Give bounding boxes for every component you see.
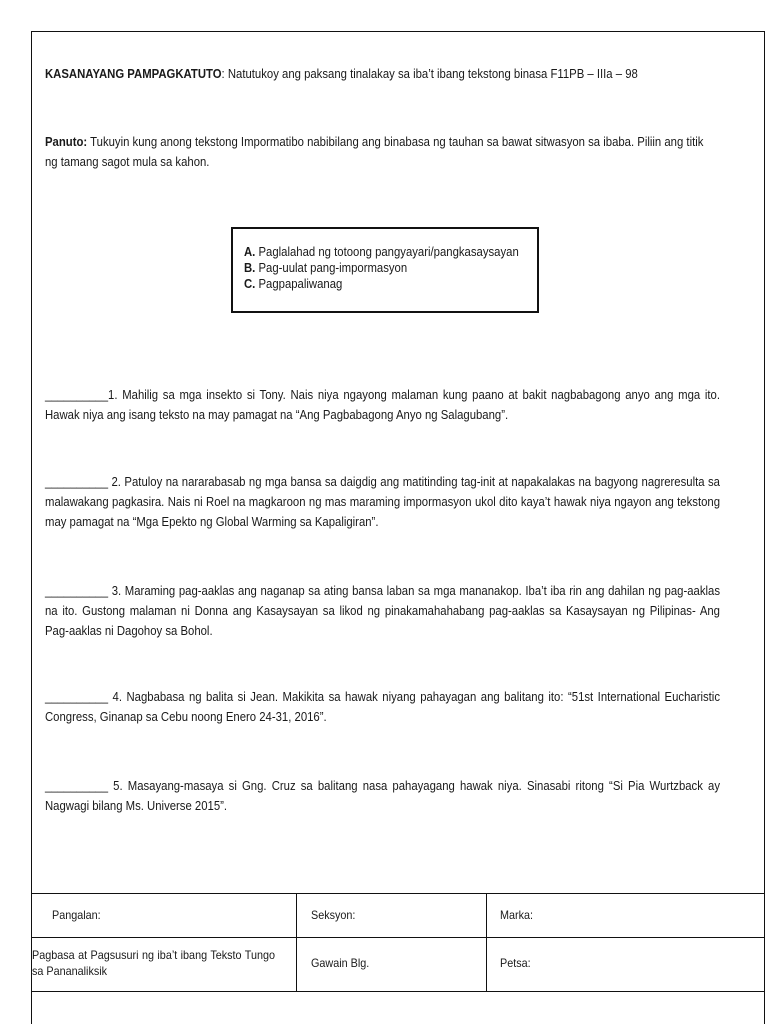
question-item-5: __________ 5. Masayang-masaya si Gng. Cruz sa balitang nasa pahayagang hawak niya. Sinasabi ritong “Si Pia Wurtzback ay Nagwagi bilang Ms. Universe 2015”. bbox=[45, 779, 720, 813]
choice-c bbox=[244, 276, 508, 292]
question-item-3: __________ 3. Maraming pag-aaklas ang naganap sa ating bansa laban sa mga mananakop. Iba’t iba rin ang dahilan ng pag-aaklas na ito. Gustong malaman ni Donna ang Kasaysayan sa likod ng pinakamahahabang pag-aaklas sa Kasaysayan ng Pilipinas- Ang Pag-aaklas ni Dagohoy sa Bohol. bbox=[45, 584, 720, 638]
section-field-label: Seksyon: bbox=[311, 908, 356, 922]
learning-competency bbox=[45, 64, 729, 84]
choice-text: Paglalahad ng totoong pangyayari/pangkasaysayan bbox=[255, 245, 519, 259]
choice-letter: C. bbox=[244, 277, 256, 291]
table-divider bbox=[296, 894, 297, 991]
table-divider bbox=[301, 937, 765, 938]
question-item-2: __________ 2. Patuloy na nararabasab ng mga bansa sa daigdig ang matitinding tag-init at napakalakas na bagyong nagreresulta sa malawakang pagkasira. Nais ni Roel na magkaroon ng mas maraming impormasyon ukol dito kaya’t hawak niya ngayon ang tekstong may pamagat na “Mga Epekto ng Global Warming sa Kapaligiran”. bbox=[45, 475, 720, 529]
choices-box bbox=[231, 227, 539, 313]
competency-label: KASANAYANG PAMPAGKATUTO bbox=[45, 67, 222, 81]
date-field-label: Petsa: bbox=[500, 956, 531, 970]
score-field-label: Marka: bbox=[500, 908, 534, 922]
instructions-text: Tukuyin kung anong tekstong Impormatibo nabibilang ang binabasa ng tauhan sa bawat sitwasyon sa ibaba. Piliin ang titik ng tamang sagot mula sa kahon. bbox=[45, 135, 704, 169]
choice-text: Pag-uulat pang-impormasyon bbox=[255, 261, 408, 275]
table-divider bbox=[486, 894, 487, 991]
instructions bbox=[45, 132, 718, 172]
student-info-table bbox=[31, 893, 765, 992]
name-field-label: Pangalan: bbox=[52, 908, 101, 922]
choice-b bbox=[244, 260, 508, 276]
choice-text: Pagpapaliwanag bbox=[255, 277, 343, 291]
question-item-1: __________1. Mahilig sa mga insekto si Tony. Nais niya ngayong malaman kung paano at bakit nagbabagong anyo ang mga ito. Hawak niya ang isang teksto na may pamagat na “Ang Pagbabagong Anyo ng Salagubang”. bbox=[45, 388, 720, 422]
choice-a bbox=[244, 244, 519, 260]
competency-text: : Natutukoy ang paksang tinalakay sa iba’t ibang tekstong binasa F11PB – IIIa – 98 bbox=[221, 67, 638, 81]
question-item-4: __________ 4. Nagbabasa ng balita si Jean. Makikita sa hawak niyang pahayagan ang balitang ito: “51st International Eucharistic Congress, Ginanap sa Cebu noong Enero 24-31, 2016”. bbox=[45, 690, 720, 724]
table-divider bbox=[31, 937, 301, 938]
subject-title: Pagbasa at Pagsusuri ng iba’t ibang Teksto Tungo sa Pananaliksik bbox=[32, 948, 275, 978]
choice-letter: A. bbox=[244, 245, 256, 259]
choice-letter: B. bbox=[244, 261, 256, 275]
instructions-label: Panuto: bbox=[45, 135, 88, 149]
activity-number-label: Gawain Blg. bbox=[311, 956, 370, 970]
